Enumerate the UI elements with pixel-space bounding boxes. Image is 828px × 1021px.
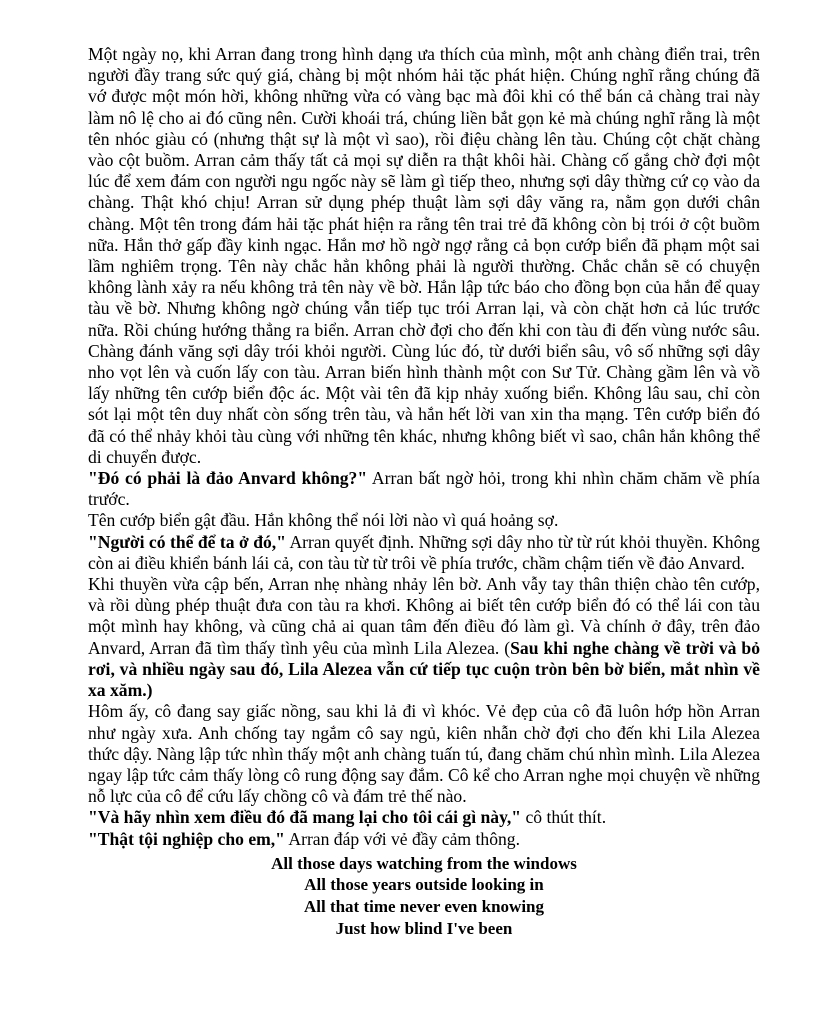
paragraph-arran-decides — [88, 532, 760, 574]
paragraph-text: Một ngày nọ, khi Arran đang trong hình dạng ưa thích của mình, một anh chàng điển trai, trên người đầy trang sức quý giá, chàng bị một nhóm hải tặc phát hiện. Chúng nghĩ rằng chúng đã vớ được một món hời, không những vừa có vàng bạc mà đôi khi có thể bán cả chàng trai này làm nô lệ cho ai đó cũng nên. Cười khoái trá, chúng liền bắt gọn kẻ mà chúng nghĩ rằng là một tên nhóc giàu có (nhưng thật sự là một vì sao), rồi điệu chàng lên tàu. Chúng cột chặt chàng vào cột buồm. Arran cảm thấy tất cả mọi sự diễn ra thật khôi hài. Chàng cố gắng chờ đợi một lúc để xem đám con người ngu ngốc này sẽ làm gì tiếp theo, nhưng sợi dây thừng cứ cọ vào da chàng. Thật khó chịu! Arran sử dụng phép thuật làm sợi dây văng ra, nằm gọn dưới chân chàng. Một tên trong đám hải tặc phát hiện ra rằng tên trai trẻ đã không còn bị trói ở cột buồm nữa. Hắn thở gấp đầy kinh ngạc. Hắn mơ hồ ngờ ngợ rằng cả bọn cướp biển đã phạm một sai lầm nghiêm trọng. Tên này chắc hẳn không phải là người thường. Chắc chắn sẽ có chuyện không lành xảy ra nếu không trả tên này về bờ. Hắn lập tức báo cho đồng bọn của hắn để quay tàu về bờ. Nhưng không ngờ chúng vẫn tiếp tục trói Arran lại, và còn chặt hơn cả lúc trước nữa. Rồi chúng hướng thẳng ra biển. Arran chờ đợi cho đến khi con tàu đi đến vùng nước sâu. Chàng đánh văng sợi dây trói khỏi người. Cùng lúc đó, từ dưới biển sâu, vô số những sợi dây nho vọt lên và cuốn lấy con tàu. Arran biến hình thành một con Sư Tử. Chàng gầm lên và vồ lấy những tên cướp biển độc ác. Một vài tên đã kịp nhảy xuống biển. Không lâu sau, chỉ còn sót lại một tên duy nhất còn sống trên tàu, và hắn hết lời van xin tha mạng. Tên cướp biển đó đã có thể nhảy khỏi tàu cùng với những tên khác, nhưng không biết vì sao, chân hắn không thể di chuyển được. — [88, 44, 760, 467]
lyric-line: Just how blind I've been — [335, 918, 513, 938]
paragraph-pirates — [88, 44, 760, 468]
document-page — [88, 44, 760, 939]
dialogue-quote: "Đó có phải là đảo Anvard không?" — [88, 468, 368, 489]
paragraph-text: Khi thuyền vừa cập bến, Arran nhẹ nhàng nhảy lên bờ. Anh vẫy tay thân thiện chào tên cướp, và rồi dùng phép thuật đưa con tàu ra khơi. Không ai biết tên cướp biển đó có thể lái con tàu một mình hay không, và cũng chả ai quan tâm đến điều đó làm gì. Và chính ở đây, trên đảo Anvard, Arran đã tìm thấy tình yêu của mình Lila Alezea. ( — [88, 574, 760, 658]
paragraph-lila — [88, 701, 760, 807]
paragraph-anvard-question — [88, 468, 760, 510]
paragraph-text: Tên cướp biển gật đầu. Hắn không thể nói lời nào vì quá hoảng sợ. — [88, 510, 559, 531]
paragraph-text: Hôm ấy, cô đang say giấc nồng, sau khi lả đi vì khóc. Vẻ đẹp của cô đã luôn hớp hồn Arran như ngày xưa. Anh chống tay ngắm cô say ngủ, kiên nhẫn chờ đợi cho đến khi Lila Alezea thức dậy. Nàng lập tức nhìn thấy một anh chàng tuấn tú, đang chăm chú nhìn mình. Lila Alezea ngay lập tức cảm thấy lòng cô rung động say đắm. Cô kể cho Arran nghe mọi chuyện về những nỗ lực của cô để cứu lấy chồng cô và đám trẻ thế nào. — [88, 701, 760, 807]
bold-aside: Sau khi nghe chàng về trời và bỏ rơi, và nhiều ngày sau đó, Lila Alezea vẫn cứ tiếp tục cuộn tròn bên bờ biển, mắt nhìn về xa xăm.) — [88, 637, 761, 701]
dialogue-quote: "Thật tội nghiệp cho em," — [88, 828, 285, 849]
paragraph-arran-replies — [88, 829, 760, 850]
paragraph-pirate-nod — [88, 510, 760, 531]
paragraph-lila-sobs — [88, 807, 760, 828]
song-lyrics — [88, 853, 760, 939]
paragraph-text: Arran bất ngờ hỏi, trong khi nhìn chăm chăm về phía trước. — [88, 468, 760, 510]
dialogue-quote: "Và hãy nhìn xem điều đó đã mang lại cho tôi cái gì này," — [88, 807, 522, 828]
paragraph-text: Arran đáp với vẻ đầy cảm thông. — [284, 828, 520, 849]
paragraph-arrival — [88, 574, 760, 701]
paragraph-text: cô thút thít. — [521, 807, 607, 828]
lyric-line: All those days watching from the windows — [271, 853, 577, 873]
lyric-line: All that time never even knowing — [303, 896, 545, 916]
dialogue-quote: "Người có thể để ta ở đó," — [88, 531, 286, 552]
paragraph-text: Arran quyết định. Những sợi dây nho từ từ rút khỏi thuyền. Không còn ai điều khiển bánh lái cả, con tàu từ từ trôi về phía trước, chầm chậm tiến về đảo Anvard. — [88, 531, 760, 573]
lyric-line: All those years outside looking in — [304, 875, 544, 895]
